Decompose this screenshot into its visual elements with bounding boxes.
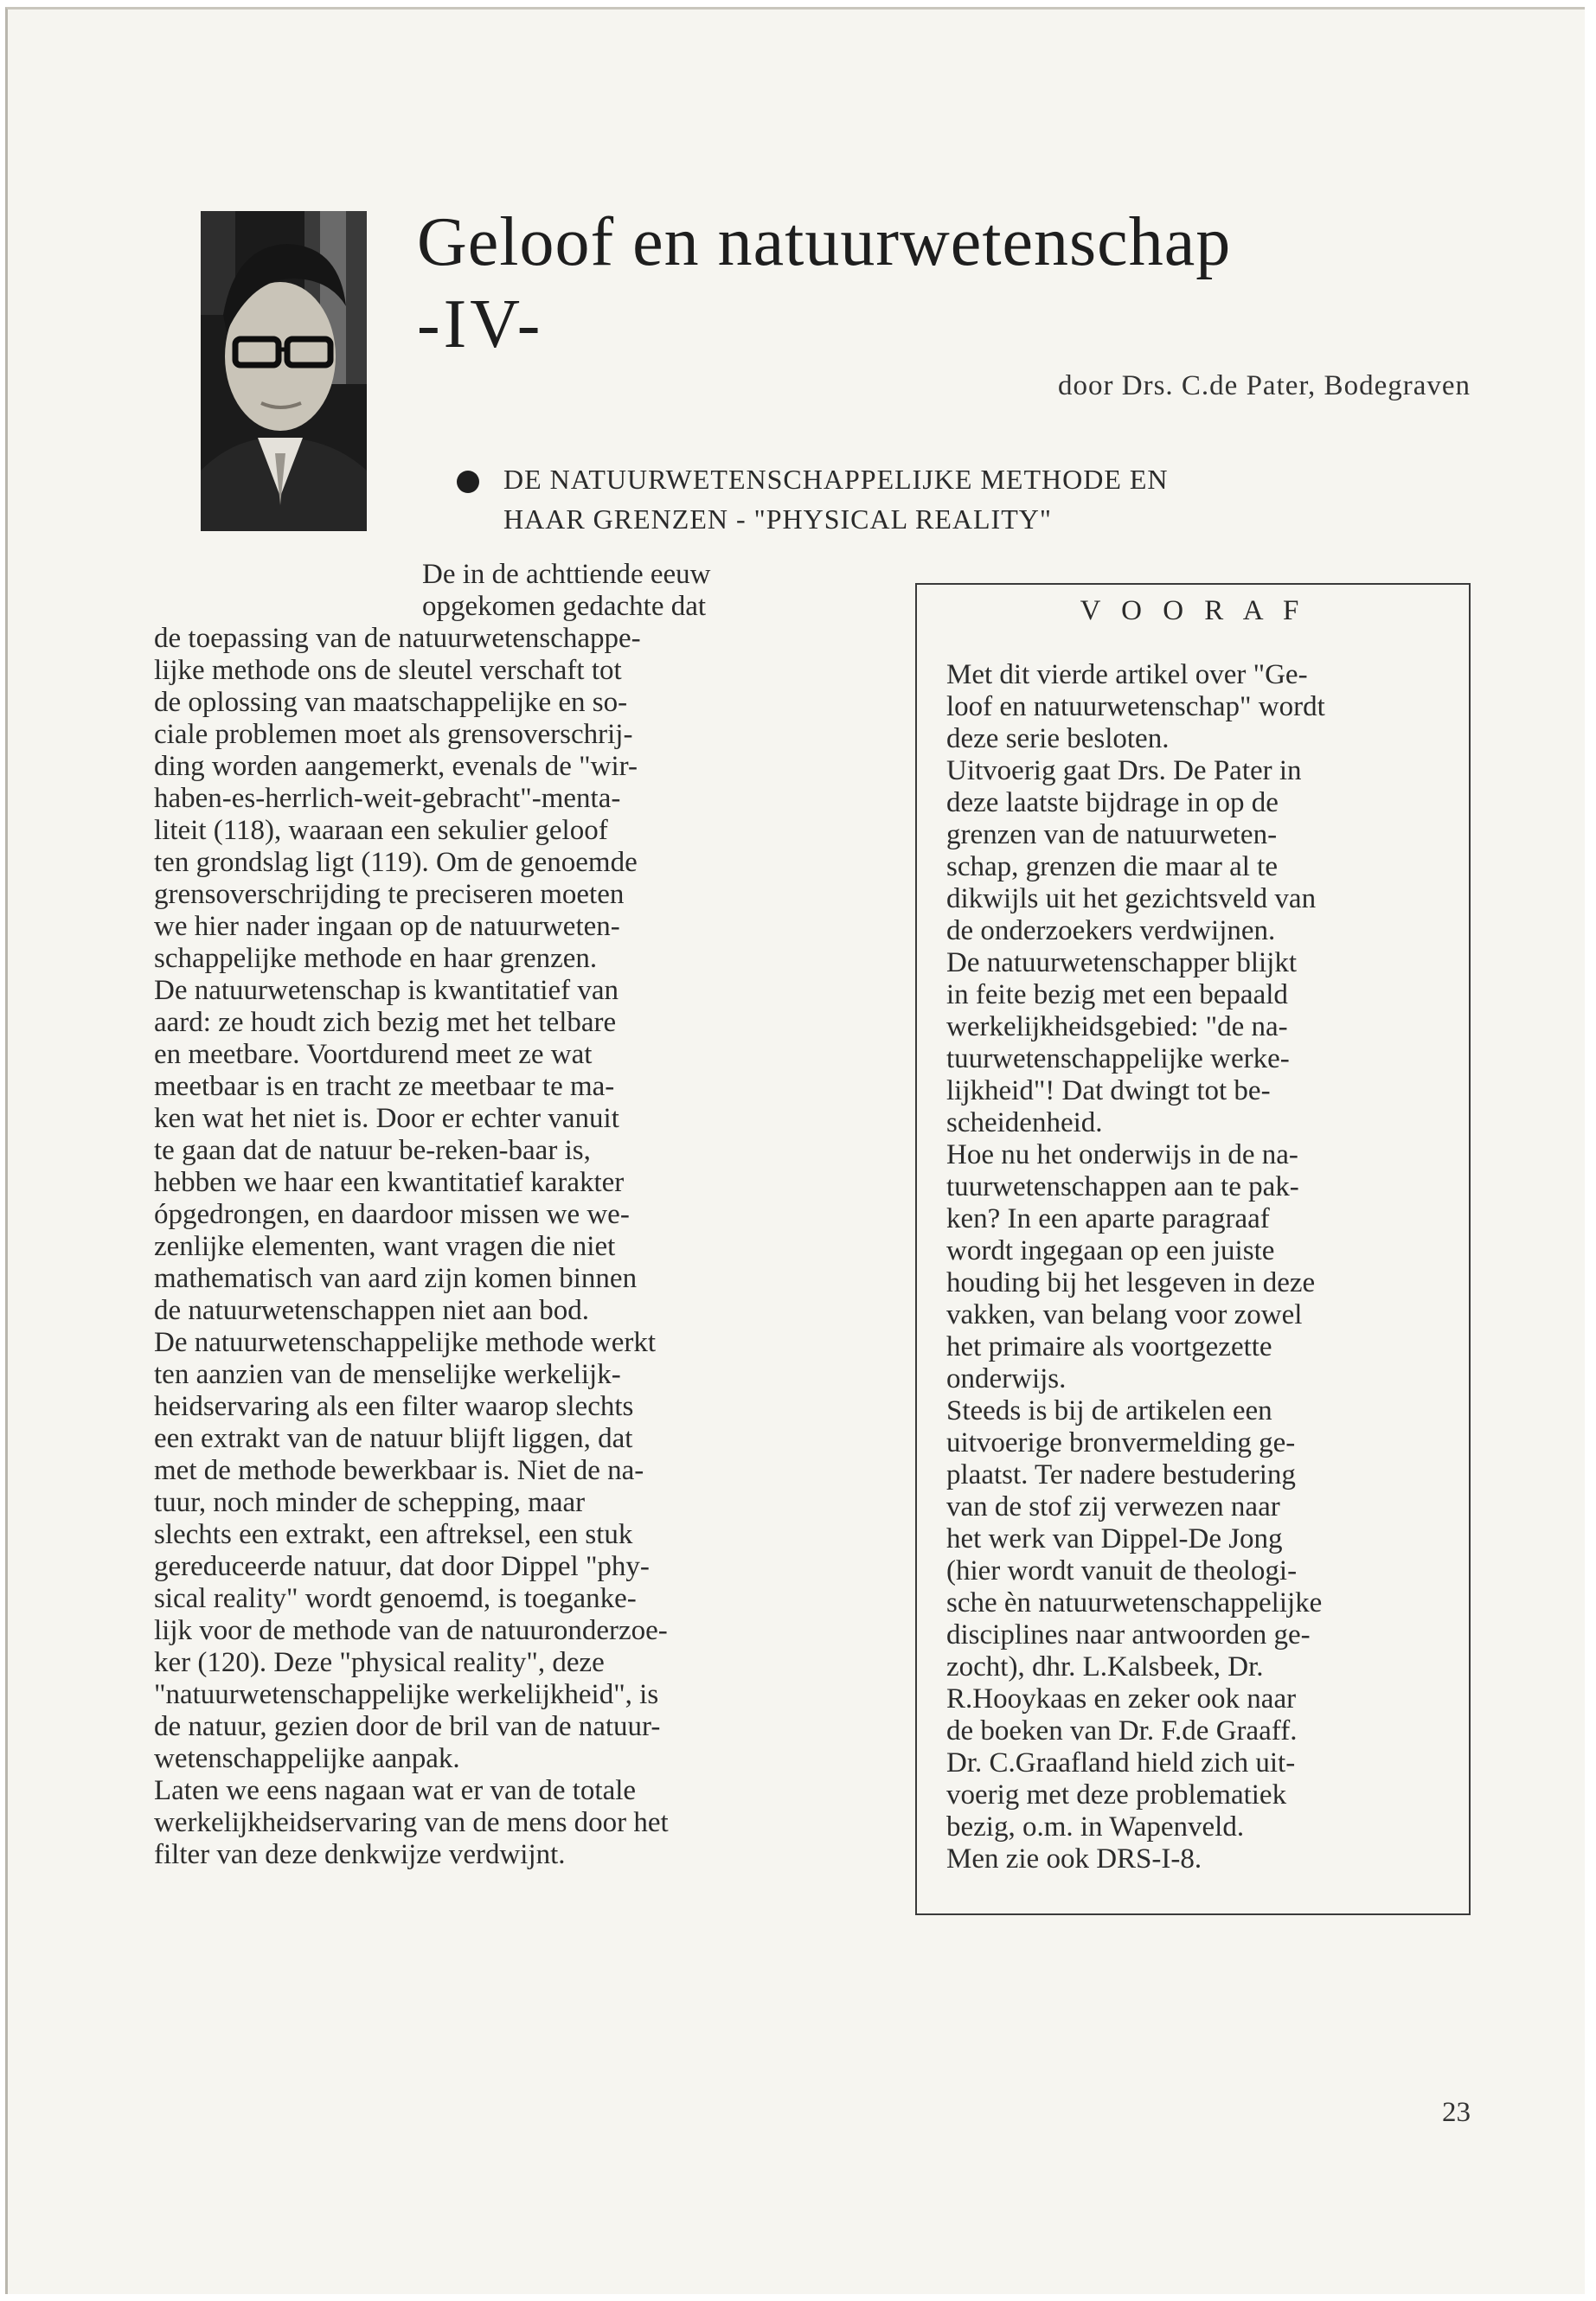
- sidebar-line: deze serie besloten.: [946, 723, 1170, 754]
- sidebar-text: [946, 659, 1462, 1875]
- body-line: tuur, noch minder de schepping, maar: [154, 1487, 586, 1518]
- vooraf-sidebar-box: [915, 583, 1471, 1915]
- section-heading-line: HAAR GRENZEN - "PHYSICAL REALITY": [503, 503, 1052, 535]
- page-number: 23: [1442, 2097, 1471, 2128]
- body-line: De in de achttiende eeuw: [422, 559, 711, 590]
- body-line: zenlijke elementen, want vragen die niet: [154, 1231, 616, 1262]
- article-body: [154, 559, 937, 1871]
- sidebar-line: disciplines naar antwoorden ge-: [946, 1619, 1311, 1650]
- sidebar-line: van de stof zij verwezen naar: [946, 1491, 1280, 1522]
- body-line: De natuurwetenschap is kwantitatief van: [154, 975, 619, 1006]
- sidebar-line: loof en natuurwetenschap" wordt: [946, 691, 1325, 722]
- body-line: meetbaar is en tracht ze meetbaar te ma-: [154, 1071, 615, 1102]
- sidebar-title: V O O R A F: [1080, 595, 1306, 626]
- section-heading-line: DE NATUURWETENSCHAPPELIJKE METHODE EN: [503, 464, 1169, 495]
- body-line: we hier nader ingaan op de natuurweten-: [154, 911, 620, 942]
- sidebar-line: De natuurwetenschapper blijkt: [946, 947, 1298, 978]
- body-line: ker (120). Deze "physical reality", deze: [154, 1647, 605, 1678]
- sidebar-line: de boeken van Dr. F.de Graaff.: [946, 1715, 1298, 1747]
- body-line: "natuurwetenschappelijke werkelijkheid", is: [154, 1679, 659, 1710]
- sidebar-line: R.Hooykaas en zeker ook naar: [946, 1683, 1297, 1715]
- sidebar-line: Men zie ook DRS-I-8.: [946, 1843, 1202, 1875]
- sidebar-line: dikwijls uit het gezichtsveld van: [946, 883, 1317, 914]
- body-line: lijk voor de methode van de natuuronderzoe-: [154, 1615, 668, 1646]
- body-line: ding worden aangemerkt, evenals de "wir-: [154, 751, 638, 782]
- body-line: wetenschappelijke aanpak.: [154, 1743, 460, 1774]
- body-line: slechts een extrakt, een aftreksel, een stuk: [154, 1519, 633, 1550]
- body-line: heidservaring als een filter waarop slechts: [154, 1391, 634, 1422]
- article-title: Geloof en natuurwetenschap: [417, 204, 1232, 280]
- body-line: ten grondslag ligt (119). Om de genoemde: [154, 847, 638, 878]
- sidebar-line: vakken, van belang voor zowel: [946, 1299, 1303, 1330]
- sidebar-line: tuurwetenschappelijke werke-: [946, 1043, 1290, 1074]
- body-line: filter van deze denkwijze verdwijnt.: [154, 1839, 566, 1870]
- bullet-icon: [457, 471, 479, 493]
- body-line: werkelijkheidservaring van de mens door het: [154, 1807, 669, 1838]
- sidebar-line: (hier wordt vanuit de theologi-: [946, 1555, 1298, 1586]
- section-heading: [503, 459, 1169, 539]
- body-line: de toepassing van de natuurwetenschappe-: [154, 623, 641, 654]
- body-line: liteit (118), waaraan een sekulier geloof: [154, 815, 608, 846]
- article-part-number: -IV-: [417, 286, 544, 362]
- sidebar-line: voerig met deze problematiek: [946, 1779, 1287, 1811]
- author-byline: door Drs. C.de Pater, Bodegraven: [1058, 370, 1471, 401]
- sidebar-line: Dr. C.Graafland hield zich uit-: [946, 1747, 1296, 1779]
- body-line: lijke methode ons de sleutel verschaft tot: [154, 655, 622, 686]
- sidebar-line: Met dit vierde artikel over "Ge-: [946, 659, 1308, 690]
- author-photo: [201, 211, 367, 531]
- sidebar-line: onderwijs.: [946, 1363, 1067, 1394]
- body-line: aard: ze houdt zich bezig met het telbare: [154, 1007, 617, 1038]
- sidebar-line: Steeds is bij de artikelen een: [946, 1395, 1272, 1426]
- sidebar-line: schap, grenzen die maar al te: [946, 851, 1278, 882]
- body-line: Laten we eens nagaan wat er van de totale: [154, 1775, 637, 1806]
- body-line: gereduceerde natuur, dat door Dippel "phy-: [154, 1551, 650, 1582]
- sidebar-line: uitvoerige bronvermelding ge-: [946, 1427, 1296, 1458]
- sidebar-line: wordt ingegaan op een juiste: [946, 1235, 1275, 1266]
- sidebar-line: sche èn natuurwetenschappelijke: [946, 1587, 1323, 1618]
- sidebar-line: de onderzoekers verdwijnen.: [946, 915, 1276, 946]
- body-line: grensoverschrijding te preciseren moeten: [154, 879, 625, 910]
- sidebar-line: in feite bezig met een bepaald: [946, 979, 1288, 1010]
- body-line: mathematisch van aard zijn komen binnen: [154, 1263, 638, 1294]
- sidebar-line: het primaire als voortgezette: [946, 1331, 1272, 1362]
- sidebar-line: deze laatste bijdrage in op de: [946, 787, 1279, 818]
- sidebar-line: het werk van Dippel-De Jong: [946, 1523, 1283, 1554]
- sidebar-line: bezig, o.m. in Wapenveld.: [946, 1811, 1245, 1843]
- body-line: de oplossing van maatschappelijke en so-: [154, 687, 628, 718]
- sidebar-line: Uitvoerig gaat Drs. De Pater in: [946, 755, 1302, 786]
- sidebar-line: scheidenheid.: [946, 1107, 1103, 1138]
- body-line: ópgedrongen, en daardoor missen we we-: [154, 1199, 630, 1230]
- sidebar-line: Hoe nu het onderwijs in de na-: [946, 1139, 1298, 1170]
- sidebar-line: plaatst. Ter nadere bestudering: [946, 1459, 1296, 1490]
- body-line: hebben we haar een kwantitatief karakter: [154, 1167, 625, 1198]
- sidebar-line: ken? In een aparte paragraaf: [946, 1203, 1270, 1234]
- sidebar-line: grenzen van de natuurweten-: [946, 819, 1278, 850]
- body-line: de natuur, gezien door de bril van de natuur-: [154, 1711, 661, 1742]
- body-line: ciale problemen moet als grensoverschrij-: [154, 719, 633, 750]
- body-line: schappelijke methode en haar grenzen.: [154, 943, 598, 974]
- sidebar-line: tuurwetenschappen aan te pak-: [946, 1171, 1299, 1202]
- body-line: ken wat het niet is. Door er echter vanuit: [154, 1103, 619, 1134]
- body-line: De natuurwetenschappelijke methode werkt: [154, 1327, 657, 1358]
- sidebar-line: werkelijkheidsgebied: "de na-: [946, 1011, 1288, 1042]
- body-line: sical reality" wordt genoemd, is toeganke-: [154, 1583, 637, 1614]
- body-line: en meetbare. Voortdurend meet ze wat: [154, 1039, 593, 1070]
- body-line: een extrakt van de natuur blijft liggen, dat: [154, 1423, 633, 1454]
- sidebar-line: lijkheid"! Dat dwingt tot be-: [946, 1075, 1271, 1106]
- body-line: met de methode bewerkbaar is. Niet de na-: [154, 1455, 644, 1486]
- body-line: haben-es-herrlich-weit-gebracht"-menta-: [154, 783, 621, 814]
- body-line: de natuurwetenschappen niet aan bod.: [154, 1295, 590, 1326]
- body-line: opgekomen gedachte dat: [422, 591, 707, 622]
- sidebar-line: zocht), dhr. L.Kalsbeek, Dr.: [946, 1651, 1264, 1682]
- body-line: ten aanzien van de menselijke werkelijk-: [154, 1359, 621, 1390]
- body-line: te gaan dat de natuur be-reken-baar is,: [154, 1135, 591, 1166]
- sidebar-line: houding bij het lesgeven in deze: [946, 1267, 1316, 1298]
